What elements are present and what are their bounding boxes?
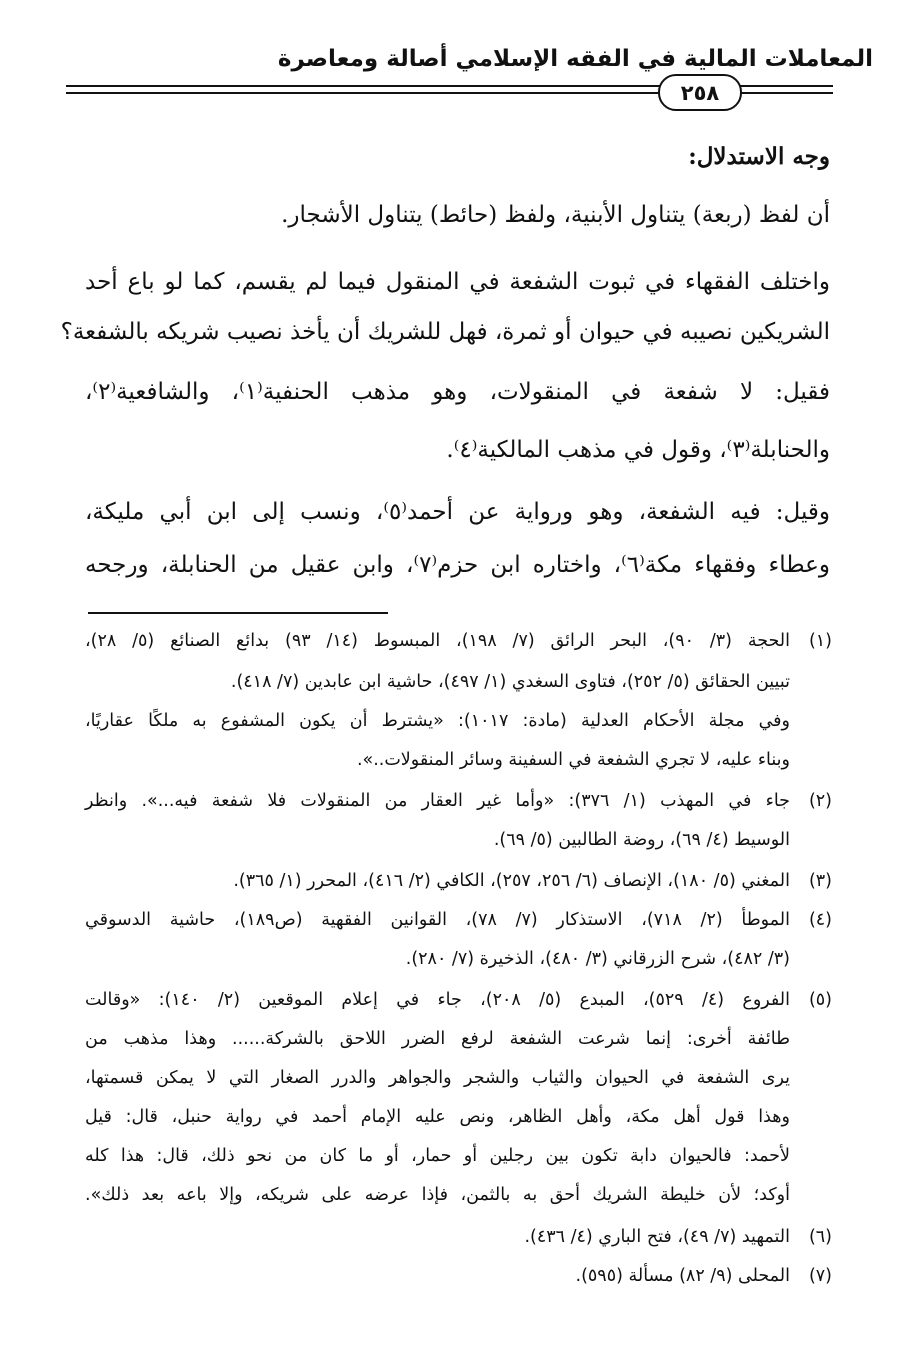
footnote-text: طائفة أخرى: إنما شرعت الشفعة لرفع الضرر اللاحق بالشركة...... وهذا مذهب من (85, 1029, 790, 1049)
footnote-line (85, 745, 830, 775)
footnote-line (85, 1180, 830, 1210)
footnote-text: وبناء عليه، لا تجري الشفعة في السفينة وسائر المنقولات..». (356, 750, 790, 770)
footnote-line (85, 786, 830, 816)
footnote-number: (٤) (808, 910, 832, 930)
footnote-number: (٦) (808, 1227, 832, 1247)
footnote-line (85, 1063, 830, 1093)
page-number: ٢٥٨ (658, 74, 742, 111)
footnote-number: (٣) (808, 871, 832, 891)
footnote-number: (٢) (808, 791, 832, 811)
footnote-text: (٣/ ٤٨٢)، شرح الزرقاني (٣/ ٤٨٠)، الذخيرة (٧/ ٢٨٠). (405, 949, 790, 969)
footnote-text: الحجة (٣/ ٩٠)، البحر الرائق (٧/ ١٩٨)، المبسوط (١٤/ ٩٣) بدائع الصنائع (٥/ ٢٨)، (85, 631, 790, 651)
footnote-number: (١) (808, 631, 832, 651)
footnote-line (85, 944, 830, 974)
footnote-line (85, 825, 830, 855)
body-line: فقيل: لا شفعة في المنقولات، وهو مذهب الحنفية⁽١⁾، والشافعية⁽٢⁾، (85, 379, 830, 405)
footnote-line (85, 1024, 830, 1054)
footnote-line (85, 626, 830, 656)
footnote-line (85, 1261, 830, 1291)
footnote-text: الوسيط (٤/ ٦٩)، روضة الطالبين (٥/ ٦٩). (493, 830, 790, 850)
footnote-text: الفروع (٤/ ٥٢٩)، المبدع (٥/ ٢٠٨)، جاء في إعلام الموقعين (٢/ ١٤٠): «وقالت (85, 990, 790, 1010)
footnote-text: أوكد؛ لأن خليطة الشريك أحق به بالثمن، فإذا عرضه على شريكه، وإلا باعه بعد ذلك». (85, 1185, 790, 1205)
footnote-text: لأحمد: فالحيوان دابة تكون بين رجلين أو حمار، أو ما كان من نحو ذلك، قال: هذا كله (85, 1146, 790, 1166)
footnote-text: المحلى (٩/ ٨٢) مسألة (٥٩٥). (575, 1266, 790, 1286)
body-line: وقيل: فيه الشفعة، وهو ورواية عن أحمد⁽٥⁾، ونسب إلى ابن أبي مليكة، (85, 499, 830, 525)
footnote-line (85, 866, 830, 896)
footnote-number: (٧) (808, 1266, 832, 1286)
footnote-text: وهذا قول أهل مكة، وأهل الظاهر، ونص عليه الإمام أحمد في رواية حنبل، قال: قيل (85, 1107, 790, 1127)
footnote-text: التمهيد (٧/ ٤٩)، فتح الباري (٤/ ٤٣٦). (524, 1227, 790, 1247)
footnote-line (85, 706, 830, 736)
footnote-text: يرى الشفعة في الحيوان والثياب والشجر والجواهر والدرر الصغار التي لا يمكن قسمتها، (85, 1068, 790, 1088)
footnote-line (85, 985, 830, 1015)
section-heading: وجه الاستدلال: (688, 143, 830, 170)
footnote-text: جاء في المهذب (١/ ٣٧٦): «وأما غير العقار من المنقولات فلا شفعة فيه...». وانظر (85, 791, 790, 811)
footnote-separator (88, 612, 388, 614)
running-header-title: المعاملات المالية في الفقه الإسلامي أصالة ومعاصرة (277, 46, 873, 72)
footnote-line (85, 905, 830, 935)
footnote-text: المغني (٥/ ١٨٠)، الإنصاف (٦/ ٢٥٦، ٢٥٧)، الكافي (٢/ ٤١٦)، المحرر (١/ ٣٦٥). (233, 871, 790, 891)
footnote-line (85, 667, 830, 697)
body-line: وعطاء وفقهاء مكة⁽٦⁾، واختاره ابن حزم⁽٧⁾، وابن عقيل من الحنابلة، ورجحه (85, 552, 830, 578)
body-line: واختلف الفقهاء في ثبوت الشفعة في المنقول فيما لم يقسم، كما لو باع أحد (85, 269, 830, 295)
footnote-line (85, 1222, 830, 1252)
footnote-number: (٥) (808, 990, 832, 1010)
footnote-line (85, 1141, 830, 1171)
footnote-text: وفي مجلة الأحكام العدلية (مادة: ١٠١٧): «يشترط أن يكون المشفوع به ملكًا عقاريًا، (85, 711, 790, 731)
footnote-text: الموطأ (٢/ ٧١٨)، الاستذكار (٧/ ٧٨)، القوانين الفقهية (ص١٨٩)، حاشية الدسوقي (85, 910, 790, 930)
footnote-text: تبيين الحقائق (٥/ ٢٥٢)، فتاوى السغدي (١/ ٤٩٧)، حاشية ابن عابدين (٧/ ٤١٨). (230, 672, 790, 692)
footnote-line (85, 1102, 830, 1132)
body-line: والحنابلة⁽٣⁾، وقول في مذهب المالكية⁽٤⁾. (446, 437, 830, 463)
body-line: أن لفظ (ربعة) يتناول الأبنية، ولفظ (حائط) يتناول الأشجار. (281, 202, 830, 228)
body-line: الشريكين نصيبه في حيوان أو ثمرة، فهل للشريك أن يأخذ نصيب شريكه بالشفعة؟ (60, 319, 830, 345)
